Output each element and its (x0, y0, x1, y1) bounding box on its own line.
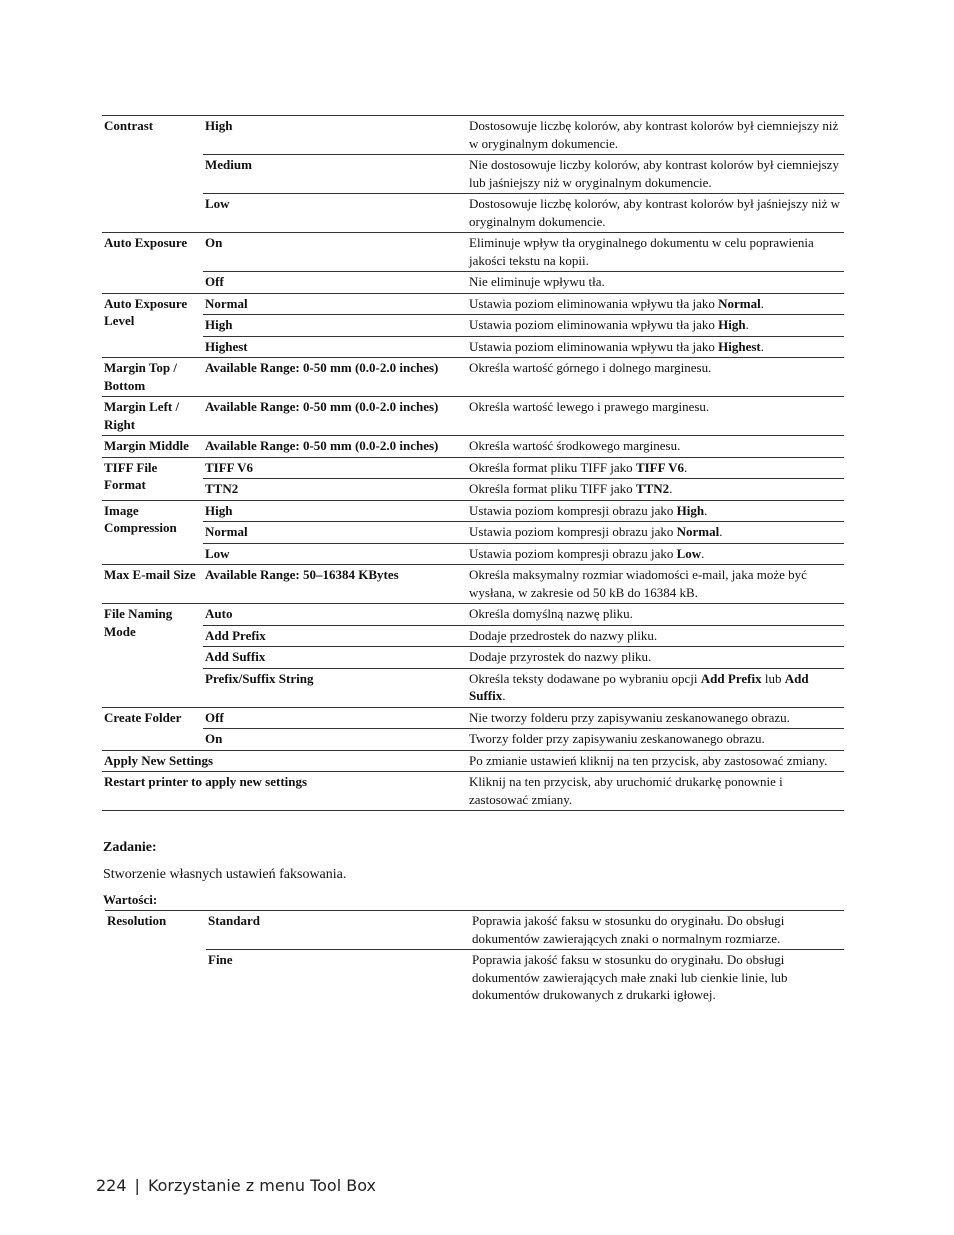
option-high: High (203, 500, 467, 522)
option-description: Dodaje przedrostek do nazwy pliku. (467, 625, 844, 647)
option-description: Eliminuje wpływ tła oryginalnego dokumentu w celu poprawienia jakości tekstu na kopii. (467, 233, 844, 272)
option-description: Ustawia poziom kompresji obrazu jako Low. (467, 543, 844, 565)
table-row (102, 233, 844, 272)
option-description: Określa maksymalny rozmiar wiadomości e-mail, jaka może być wysłana, w zakresie od 50 kB do 16384 kB. (467, 565, 844, 604)
option-description: Kliknij na ten przycisk, aby uruchomić drukarkę ponownie i zastosować zmiany. (467, 772, 844, 811)
table-row (102, 397, 844, 436)
table-row (102, 155, 844, 194)
option-description: Określa domyślną nazwę pliku. (467, 604, 844, 626)
table-row (102, 604, 844, 626)
table-row (102, 500, 844, 522)
table-row (102, 522, 844, 544)
table-row (102, 543, 844, 565)
fax-settings-table (105, 910, 844, 1006)
setting-label-apply-new-settings: Apply New Settings (102, 750, 467, 772)
page-footer (96, 1176, 376, 1195)
setting-label-contrast: Contrast (102, 116, 203, 233)
table-row (102, 625, 844, 647)
table-row (102, 315, 844, 337)
option-medium: Medium (203, 155, 467, 194)
option-description: Tworzy folder przy zapisywaniu zeskanowanego obrazu. (467, 729, 844, 751)
footer-separator: | (134, 1176, 140, 1195)
option-description: Dostosowuje liczbę kolorów, aby kontrast kolorów był jaśniejszy niż w oryginalnym dokumencie. (467, 194, 844, 233)
table-row (102, 457, 844, 479)
table-row (102, 772, 844, 811)
option-description: Określa format pliku TIFF jako TTN2. (467, 479, 844, 501)
option-description: Poprawia jakość faksu w stosunku do oryginału. Do obsługi dokumentów zawierających małe znaki lub cienkie linie, lub dokumentów drukowanych z drukarki igłowej. (472, 952, 788, 1002)
table-row (102, 565, 844, 604)
option-high: High (203, 315, 467, 337)
option-range: Available Range: 50–16384 KBytes (203, 565, 467, 604)
setting-label-restart-printer: Restart printer to apply new settings (102, 772, 467, 811)
option-description: Poprawia jakość faksu w stosunku do oryginału. Do obsługi dokumentów zawierających znaki o normalnym rozmiarze. (470, 911, 844, 950)
table-row (102, 358, 844, 397)
setting-label-auto-exposure-level: Auto Exposure Level (102, 293, 203, 358)
option-high: High (203, 116, 467, 155)
option-description: Ustawia poziom eliminowania wpływu tła jako Highest. (467, 336, 844, 358)
values-heading: Wartości: (103, 892, 158, 907)
option-description: Określa wartość górnego i dolnego marginesu. (467, 358, 844, 397)
table-row (102, 293, 844, 315)
option-description: Określa format pliku TIFF jako TIFF V6. (467, 457, 844, 479)
option-off: Off (203, 707, 467, 729)
table-row (102, 729, 844, 751)
task-heading: Zadanie: (103, 840, 157, 855)
setting-label-margin-middle: Margin Middle (102, 436, 203, 458)
option-description: Ustawia poziom eliminowania wpływu tła jako Normal. (467, 293, 844, 315)
option-prefix-suffix-string: Prefix/Suffix String (203, 668, 467, 707)
option-description: Dodaje przyrostek do nazwy pliku. (467, 647, 844, 669)
table-row (102, 116, 844, 155)
table-row (102, 336, 844, 358)
option-add-prefix: Add Prefix (203, 625, 467, 647)
table-row (102, 707, 844, 729)
option-description: Określa wartość lewego i prawego marginesu. (467, 397, 844, 436)
table-row (102, 436, 844, 458)
option-off: Off (203, 272, 467, 294)
setting-label-image-compression: Image Compression (102, 500, 203, 565)
table-row (105, 950, 844, 1006)
setting-label-file-naming-mode: File Naming Mode (102, 604, 203, 708)
option-on: On (203, 729, 467, 751)
option-range: Available Range: 0-50 mm (0.0-2.0 inches) (203, 397, 467, 436)
option-highest: Highest (203, 336, 467, 358)
table-row (102, 194, 844, 233)
setting-label-margin-top: Margin Top / Bottom (102, 358, 203, 397)
task-text: Stworzenie własnych ustawień faksowania. (103, 867, 347, 882)
table-row (102, 668, 844, 707)
footer-title: Korzystanie z menu Tool Box (147, 1176, 376, 1195)
option-description: Ustawia poziom kompresji obrazu jako Normal. (467, 522, 844, 544)
option-auto: Auto (203, 604, 467, 626)
option-description: Dostosowuje liczbę kolorów, aby kontrast kolorów był ciemniejszy niż w oryginalnym dokumencie. (467, 116, 844, 155)
option-description: Ustawia poziom kompresji obrazu jako High. (467, 500, 844, 522)
table-row (102, 272, 844, 294)
page-number: 224 (96, 1176, 127, 1195)
table-row (102, 479, 844, 501)
setting-label-auto-exposure: Auto Exposure (102, 233, 203, 294)
scan-settings-table (102, 115, 844, 811)
table-row (102, 750, 844, 772)
setting-label-tiff-format: TIFF File Format (102, 457, 203, 500)
setting-label-create-folder: Create Folder (102, 707, 203, 750)
option-ttn2: TTN2 (203, 479, 467, 501)
setting-label-margin-left: Margin Left / Right (102, 397, 203, 436)
option-low: Low (203, 194, 467, 233)
option-on: On (203, 233, 467, 272)
table-row (102, 647, 844, 669)
option-description: Określa teksty dodawane po wybraniu opcji Add Prefix lub Add Suffix. (467, 668, 844, 707)
option-description: Nie eliminuje wpływu tła. (467, 272, 844, 294)
option-description: Po zmianie ustawień kliknij na ten przycisk, aby zastosować zmiany. (467, 750, 844, 772)
option-range: Available Range: 0-50 mm (0.0-2.0 inches) (203, 436, 467, 458)
option-low: Low (203, 543, 467, 565)
option-add-suffix: Add Suffix (203, 647, 467, 669)
option-description: Nie dostosowuje liczby kolorów, aby kontrast kolorów był ciemniejszy lub jaśniejszy niż w oryginalnym dokumencie. (467, 155, 844, 194)
option-tiff-v6: TIFF V6 (203, 457, 467, 479)
option-description: Określa wartość środkowego marginesu. (467, 436, 844, 458)
table-row (105, 911, 844, 950)
option-standard: Standard (206, 911, 470, 950)
option-normal: Normal (203, 522, 467, 544)
option-normal: Normal (203, 293, 467, 315)
setting-label-resolution: Resolution (107, 913, 167, 928)
setting-label-max-email-size: Max E-mail Size (102, 565, 203, 604)
option-fine: Fine (208, 952, 233, 967)
option-description: Ustawia poziom eliminowania wpływu tła jako High. (467, 315, 844, 337)
option-description: Nie tworzy folderu przy zapisywaniu zeskanowanego obrazu. (467, 707, 844, 729)
option-range: Available Range: 0-50 mm (0.0-2.0 inches) (203, 358, 467, 397)
